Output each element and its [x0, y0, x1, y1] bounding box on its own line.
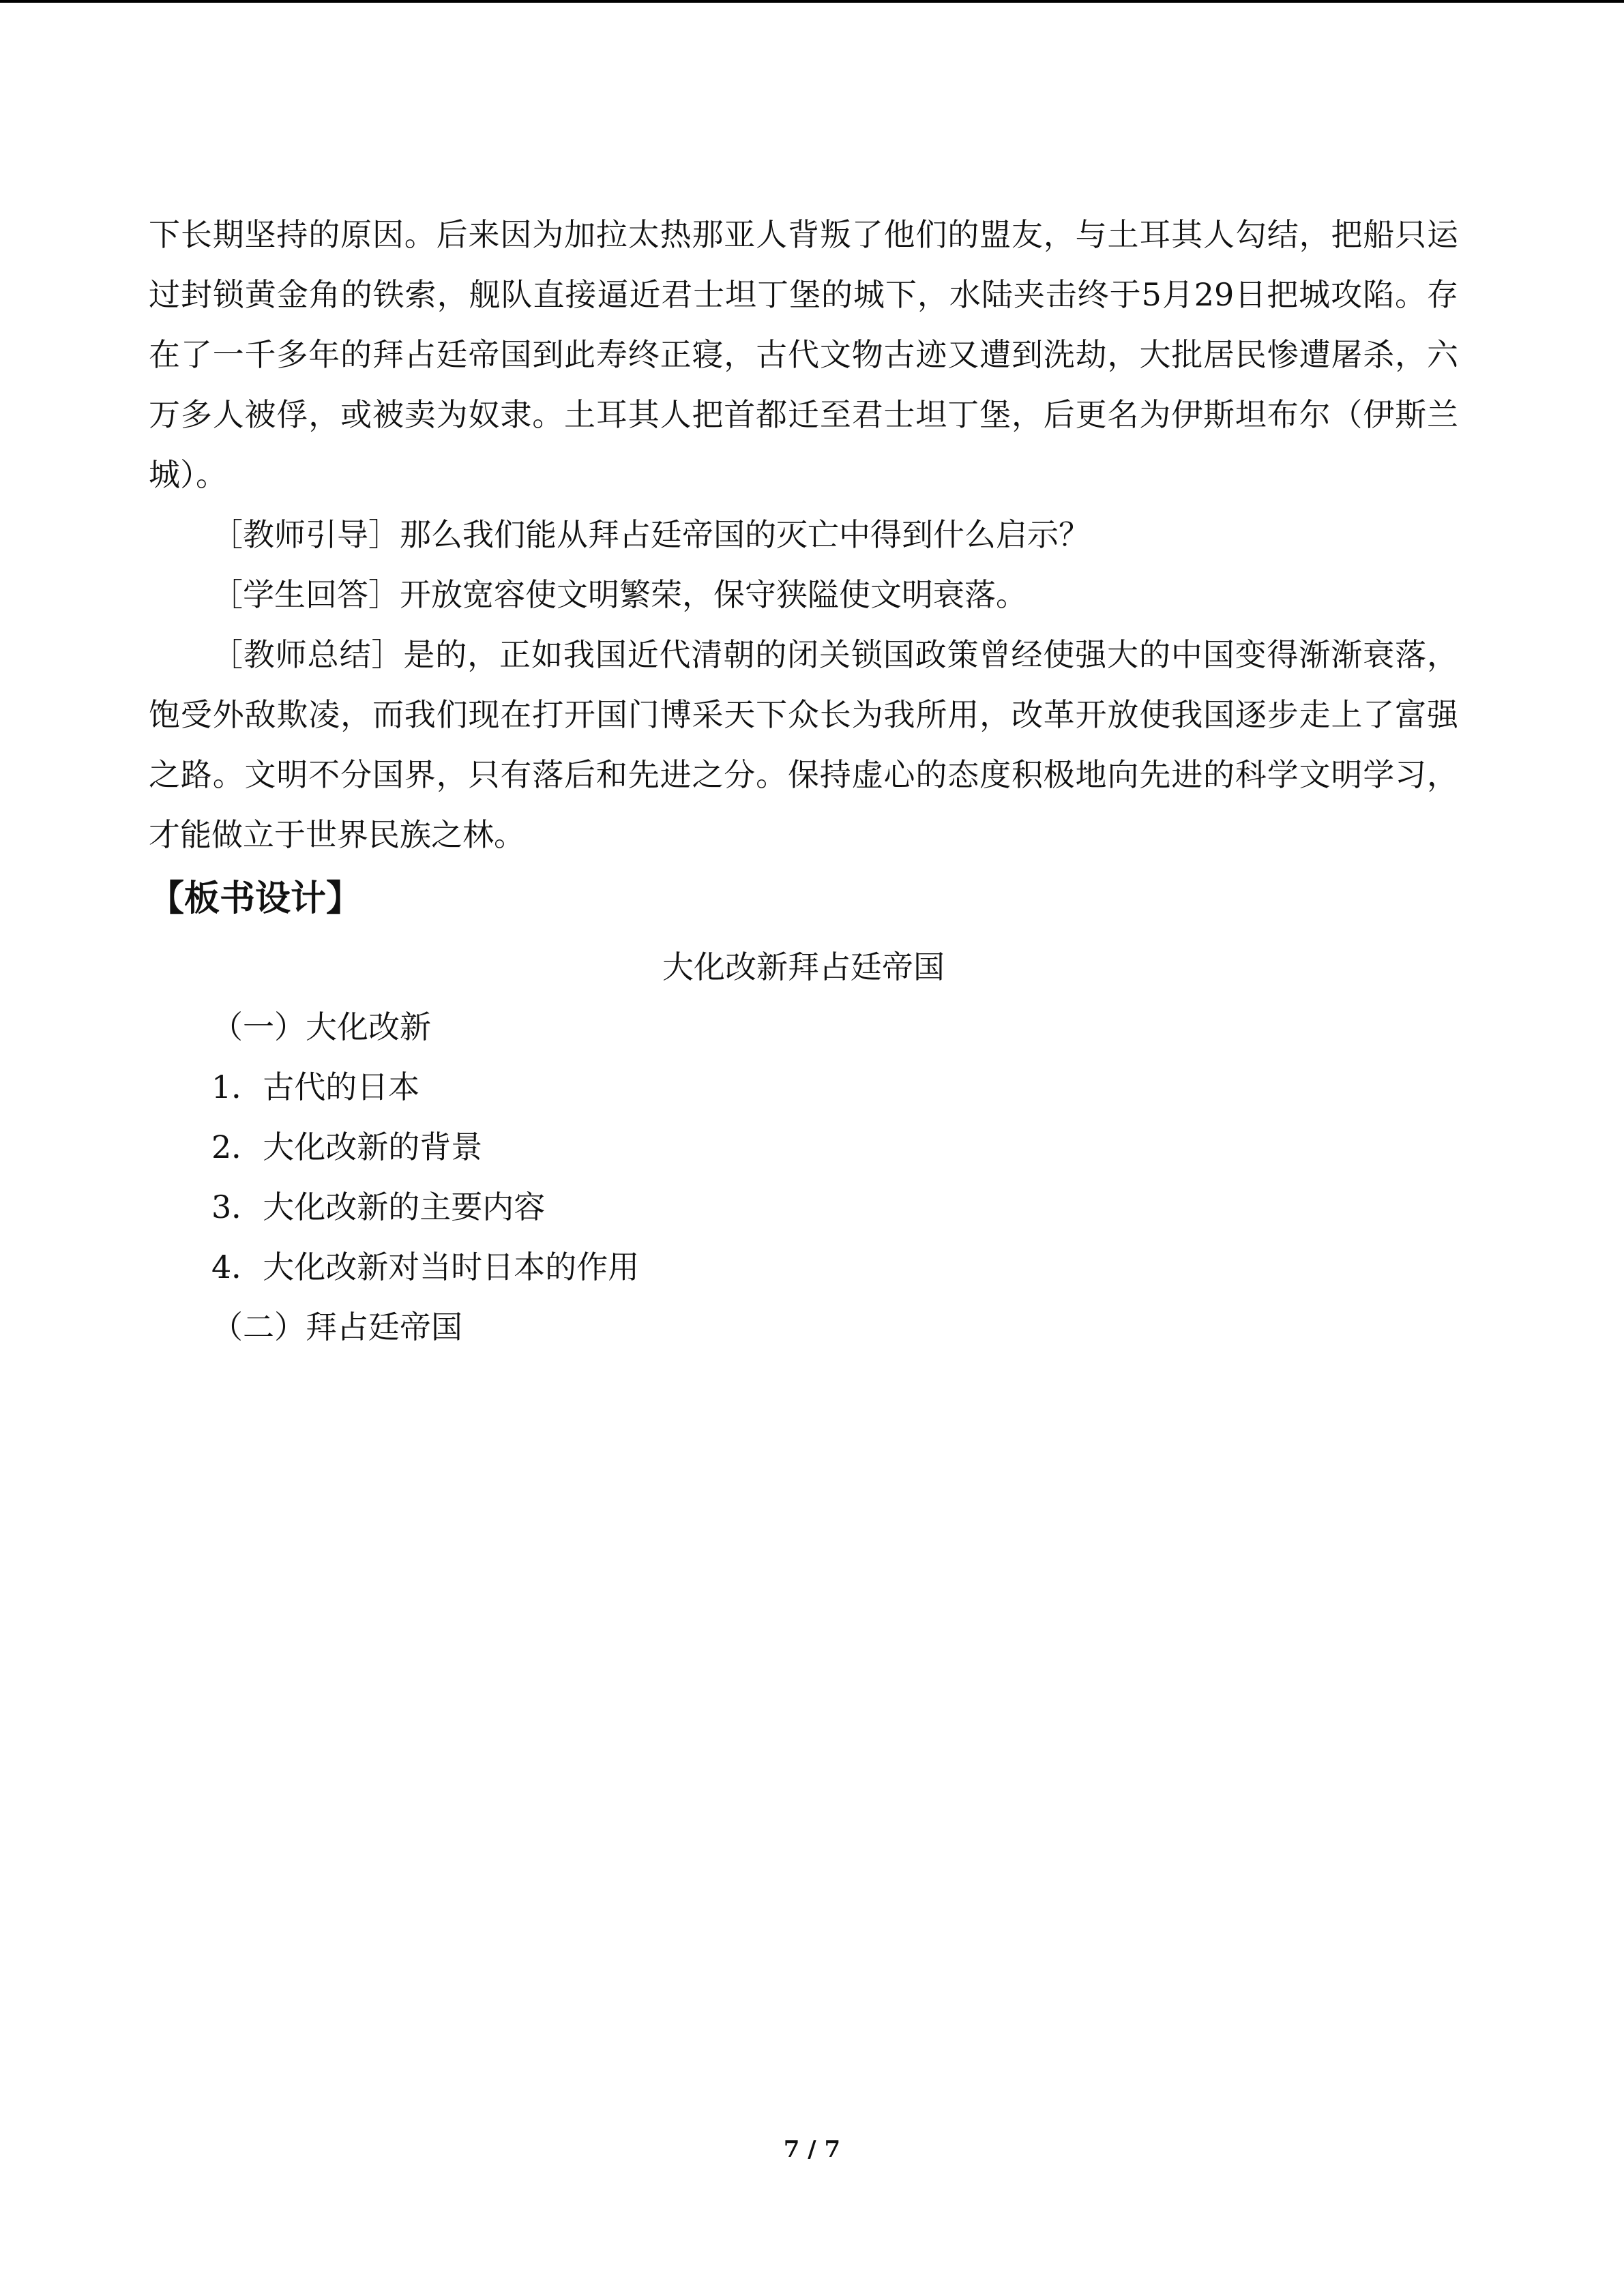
board-line-item-2: 2．大化改新的背景: [211, 1129, 483, 1165]
paragraph-teacher-summary: ［教师总结］是的，正如我国近代清朝的闭关锁国政策曾经使强大的中国变得渐渐衰落，饱受外敌欺凌，而我们现在打开国门博采天下众长为我所用，改革开放使我国逐步走上了富强之路。文明不分国界，只有落后和先进之分。保持虚心的态度积极地向先进的科学文明学习，才能做立于世界民族之林。: [149, 636, 1458, 853]
board-line-item-4: 4．大化改新对当时日本的作用: [211, 1249, 640, 1285]
board-title: 大化改新拜占廷帝国: [662, 949, 945, 985]
paragraph-student-answer: ［学生回答］开放宽容使文明繁荣，保守狭隘使文明衰落。: [211, 576, 1027, 613]
board-line-item-1: 1．古代的日本: [211, 1069, 420, 1105]
page-number: 7 / 7: [783, 2136, 841, 2163]
document-body: [149, 205, 1458, 1357]
paragraph-continuation: 下长期坚持的原因。后来因为加拉太热那亚人背叛了他们的盟友，与土耳其人勾结，把船只运过封锁黄金角的铁索，舰队直接逼近君士坦丁堡的城下，水陆夹击终于5月29日把城攻陷。存在了一千多年的拜占廷帝国到此寿终正寝，古代文物古迹又遭到洗劫，大批居民惨遭屠杀，六万多人被俘，或被卖为奴隶。土耳其人把首都迁至君士坦丁堡，后更名为伊斯坦布尔（伊斯兰城）。: [149, 216, 1458, 493]
board-line-section-1: （一）大化改新: [211, 1009, 431, 1045]
board-line-item-3: 3．大化改新的主要内容: [211, 1189, 546, 1225]
top-border-line: [0, 0, 1624, 3]
section-heading-board-design: 【板书设计】: [149, 878, 362, 919]
board-line-section-2: （二）拜占廷帝国: [211, 1309, 462, 1345]
paragraph-teacher-guide: ［教师引导］那么我们能从拜占廷帝国的灭亡中得到什么启示？: [211, 516, 1090, 553]
